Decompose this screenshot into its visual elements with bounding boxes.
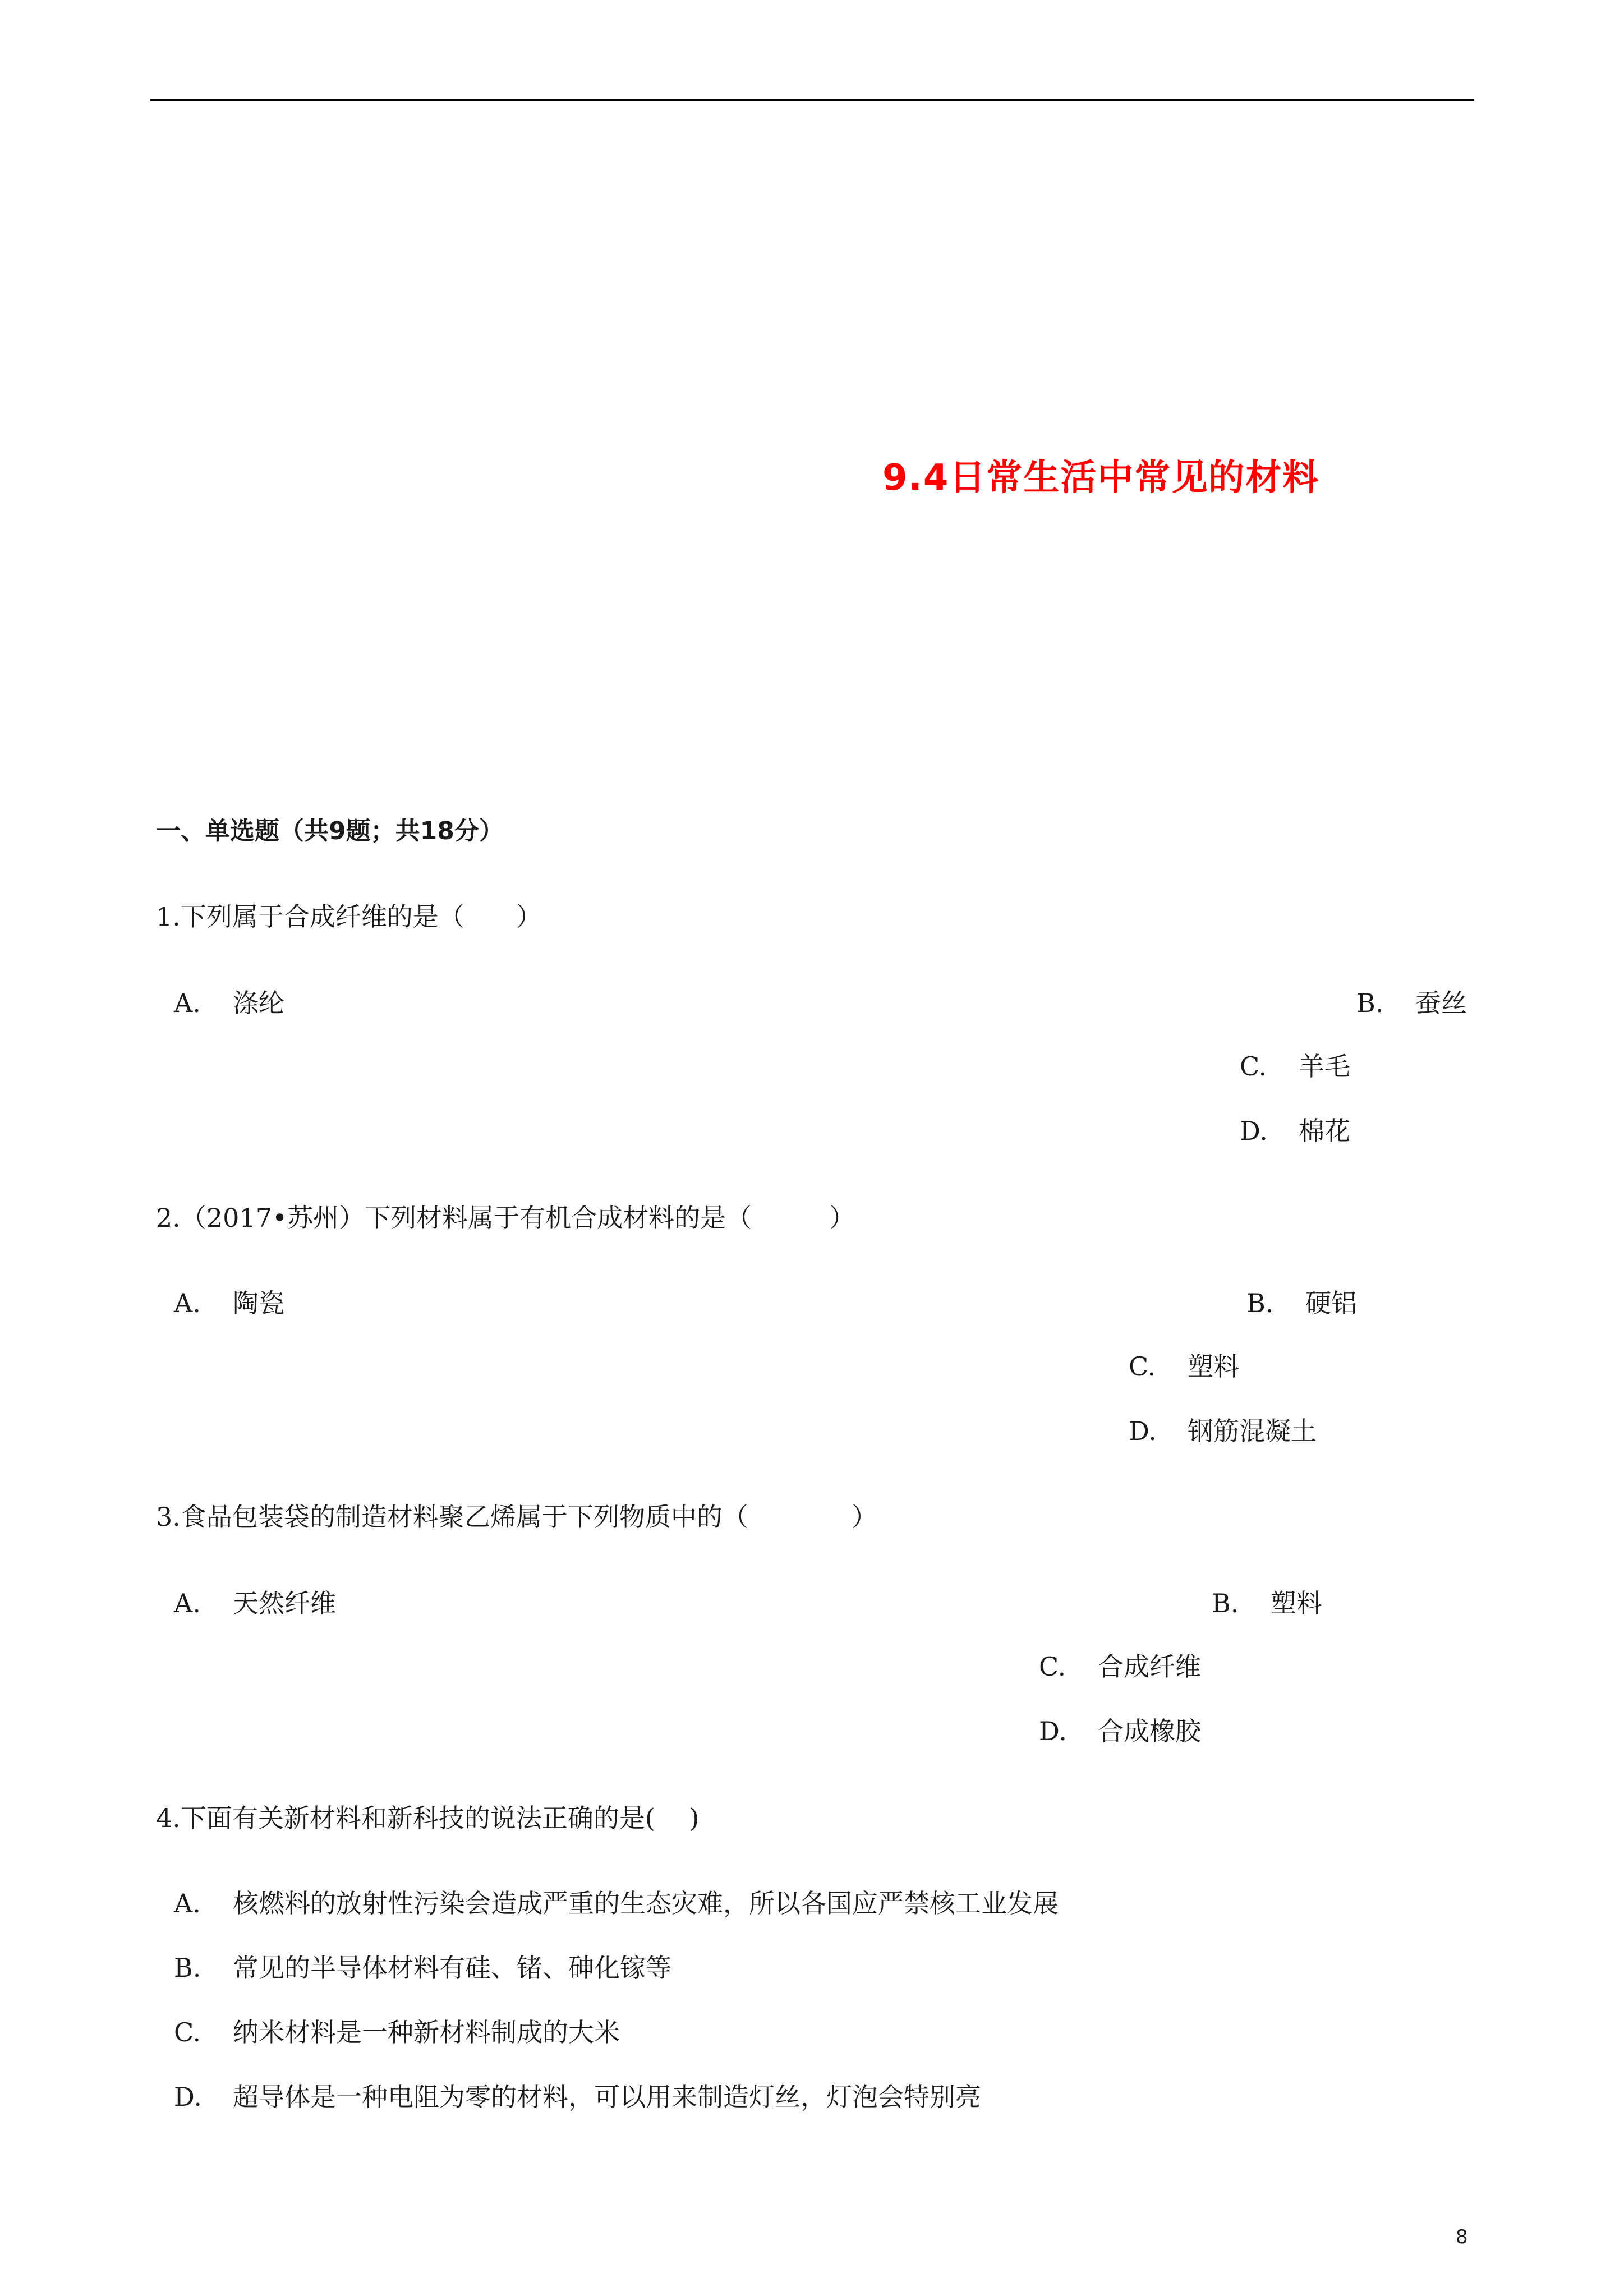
- option-text: 天然纤维: [233, 1588, 336, 1618]
- option-text: 涤纶: [233, 988, 284, 1018]
- option-text: 棉花: [1299, 1116, 1350, 1146]
- option-label: B.: [1356, 988, 1384, 1018]
- option-text: 合成橡胶: [1098, 1716, 1201, 1746]
- question-1-option-c[interactable]: [1240, 1046, 1350, 1083]
- option-label: C.: [1129, 1351, 1156, 1382]
- option-label: B.: [1212, 1588, 1239, 1618]
- question-3-option-d[interactable]: [1039, 1711, 1201, 1748]
- option-label: B.: [1246, 1288, 1274, 1318]
- option-text: 塑料: [1188, 1351, 1239, 1382]
- option-text: 常见的半导体材料有硅、锗、砷化镓等: [233, 1953, 671, 1983]
- question-2-option-b[interactable]: [1246, 1283, 1357, 1320]
- question-2-option-a[interactable]: [174, 1283, 284, 1320]
- question-1-stem: 1.下列属于合成纤维的是（ ）: [156, 901, 542, 932]
- option-label: D.: [1240, 1116, 1268, 1146]
- question-4-stem: 4.下面有关新材料和新科技的说法正确的是( ): [156, 1803, 700, 1833]
- question-1-option-d[interactable]: [1240, 1111, 1350, 1148]
- option-label: D.: [1039, 1716, 1067, 1746]
- question-2-option-d[interactable]: [1129, 1411, 1317, 1448]
- option-label: C.: [1039, 1651, 1066, 1682]
- option-text: 塑料: [1271, 1588, 1322, 1618]
- question-2-stem: 2.（2017•苏州）下列材料属于有机合成材料的是（ ）: [156, 1203, 855, 1233]
- option-text: 钢筋混凝土: [1188, 1416, 1317, 1446]
- question-3-stem: 3.食品包装袋的制造材料聚乙烯属于下列物质中的（ ）: [156, 1502, 877, 1532]
- section-heading: 一、单选题（共9题；共18分）: [156, 817, 504, 845]
- option-label: B.: [174, 1953, 201, 1983]
- question-4-option-b[interactable]: [174, 1948, 671, 1985]
- question-4-option-d[interactable]: [174, 2077, 981, 2114]
- header-rule: [150, 99, 1474, 101]
- option-text: 陶瓷: [233, 1288, 284, 1318]
- option-text: 纳米材料是一种新材料制成的大米: [233, 2017, 620, 2047]
- question-3-option-a[interactable]: [174, 1583, 336, 1620]
- option-text: 硬铝: [1305, 1288, 1357, 1318]
- question-1-option-a[interactable]: [174, 983, 284, 1020]
- option-text: 核燃料的放射性污染会造成严重的生态灾难，所以各国应严禁核工业发展: [233, 1888, 1059, 1918]
- question-2-option-c[interactable]: [1129, 1346, 1239, 1383]
- page-title: 9.4日常生活中常见的材料: [882, 457, 1320, 499]
- option-text: 蚕丝: [1415, 988, 1467, 1018]
- option-text: 超导体是一种电阻为零的材料，可以用来制造灯丝，灯泡会特别亮: [233, 2082, 981, 2112]
- page-number: 8: [1456, 2226, 1468, 2248]
- option-label: A.: [174, 1288, 201, 1318]
- option-label: C.: [1240, 1051, 1267, 1082]
- question-4-option-c[interactable]: [174, 2012, 620, 2049]
- question-4-option-a[interactable]: [174, 1883, 1059, 1920]
- question-1-option-b[interactable]: [1356, 983, 1467, 1020]
- option-label: D.: [174, 2082, 202, 2112]
- option-label: A.: [174, 988, 201, 1018]
- question-3-option-b[interactable]: [1212, 1583, 1322, 1620]
- question-3-option-c[interactable]: [1039, 1646, 1201, 1683]
- option-label: A.: [174, 1588, 201, 1618]
- option-text: 合成纤维: [1098, 1651, 1201, 1682]
- option-label: C.: [174, 2017, 201, 2047]
- option-label: A.: [174, 1888, 201, 1918]
- option-label: D.: [1129, 1416, 1157, 1446]
- option-text: 羊毛: [1299, 1051, 1350, 1082]
